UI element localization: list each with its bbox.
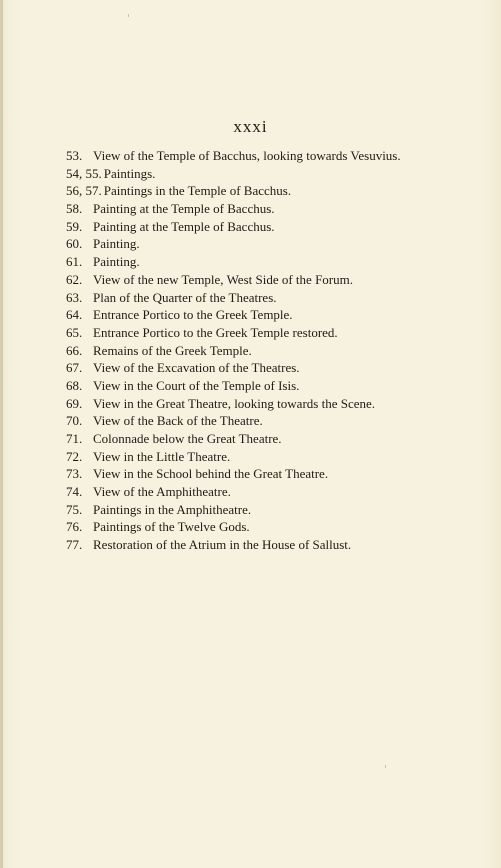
list-item	[66, 465, 486, 483]
plate-number: 72.	[66, 448, 83, 464]
list-of-plates	[66, 147, 486, 554]
list-item	[66, 412, 486, 430]
plate-number: 54, 55.	[66, 165, 102, 181]
plate-caption: Paintings in the Temple of Bacchus.	[103, 183, 292, 199]
plate-caption: View of the Temple of Bacchus, looking towards Vesuvius.	[93, 148, 401, 163]
plate-caption: View of the Amphitheatre.	[93, 484, 231, 500]
list-item	[66, 324, 486, 342]
plate-number: 62.	[66, 271, 83, 287]
list-item	[66, 483, 486, 501]
plate-number: 56, 57.	[66, 183, 102, 199]
plate-number: 75.	[66, 501, 83, 517]
list-item	[66, 289, 486, 307]
plate-caption: Colonnade below the Great Theatre.	[93, 431, 282, 446]
plate-caption: Paintings.	[103, 165, 156, 181]
list-item	[66, 165, 486, 183]
list-item	[66, 377, 486, 395]
plate-caption: Restoration of the Atrium in the House of Sallust.	[93, 537, 352, 553]
paper-speck	[128, 14, 129, 17]
list-item	[66, 359, 486, 377]
list-item	[66, 536, 486, 554]
plate-caption: View of the new Temple, West Side of the Forum.	[93, 271, 353, 287]
plate-number: 70.	[66, 413, 83, 429]
list-item	[66, 182, 486, 200]
plate-number: 59.	[66, 218, 83, 234]
plate-number: 60.	[66, 236, 83, 252]
list-item	[66, 518, 486, 536]
list-item	[66, 271, 486, 289]
list-item	[66, 147, 486, 165]
plate-caption: View in the School behind the Great Theatre.	[93, 466, 329, 482]
plate-number: 63.	[66, 289, 83, 305]
plate-caption: View of the Excavation of the Theatres.	[93, 360, 300, 376]
plate-number: 53.	[66, 148, 83, 163]
plate-number: 73.	[66, 466, 83, 482]
plate-caption: Painting at the Temple of Bacchus.	[93, 218, 275, 234]
plate-number: 58.	[66, 201, 83, 217]
plate-number: 66.	[66, 342, 83, 358]
plate-caption: Plan of the Quarter of the Theatres.	[93, 289, 277, 305]
plate-caption: Painting.	[93, 236, 140, 252]
plate-caption: Entrance Portico to the Greek Temple.	[93, 307, 293, 323]
plate-caption: View in the Great Theatre, looking towards the Scene.	[93, 395, 376, 411]
plate-number: 76.	[66, 519, 83, 535]
plate-caption: Paintings in the Amphitheatre.	[93, 501, 252, 517]
list-item	[66, 342, 486, 360]
plate-number: 68.	[66, 377, 83, 393]
list-item	[66, 501, 486, 519]
plate-number: 71.	[66, 431, 83, 446]
plate-caption: Painting at the Temple of Bacchus.	[93, 201, 275, 217]
list-item	[66, 218, 486, 236]
plate-number: 65.	[66, 324, 83, 340]
plate-number: 74.	[66, 484, 83, 500]
plate-caption: View in the Little Theatre.	[93, 448, 231, 464]
list-item	[66, 200, 486, 218]
list-item	[66, 235, 486, 253]
plate-number: 61.	[66, 254, 83, 270]
plate-number: 77.	[66, 537, 83, 553]
plate-caption: View in the Court of the Temple of Isis.	[93, 377, 300, 393]
plate-caption: Entrance Portico to the Greek Temple restored.	[93, 324, 338, 340]
list-item	[66, 448, 486, 466]
plate-number: 64.	[66, 307, 83, 323]
plate-caption: Painting.	[93, 254, 140, 270]
page-number: xxxi	[233, 117, 268, 136]
list-item	[66, 395, 486, 413]
plate-caption: View of the Back of the Theatre.	[93, 413, 263, 429]
plate-caption: Paintings of the Twelve Gods.	[93, 519, 250, 535]
paper-speck	[385, 765, 386, 768]
plate-number: 69.	[66, 395, 83, 411]
list-item	[66, 253, 486, 271]
plate-caption: Remains of the Greek Temple.	[93, 342, 252, 358]
plate-number: 67.	[66, 360, 83, 376]
list-item	[66, 430, 486, 448]
list-item	[66, 306, 486, 324]
